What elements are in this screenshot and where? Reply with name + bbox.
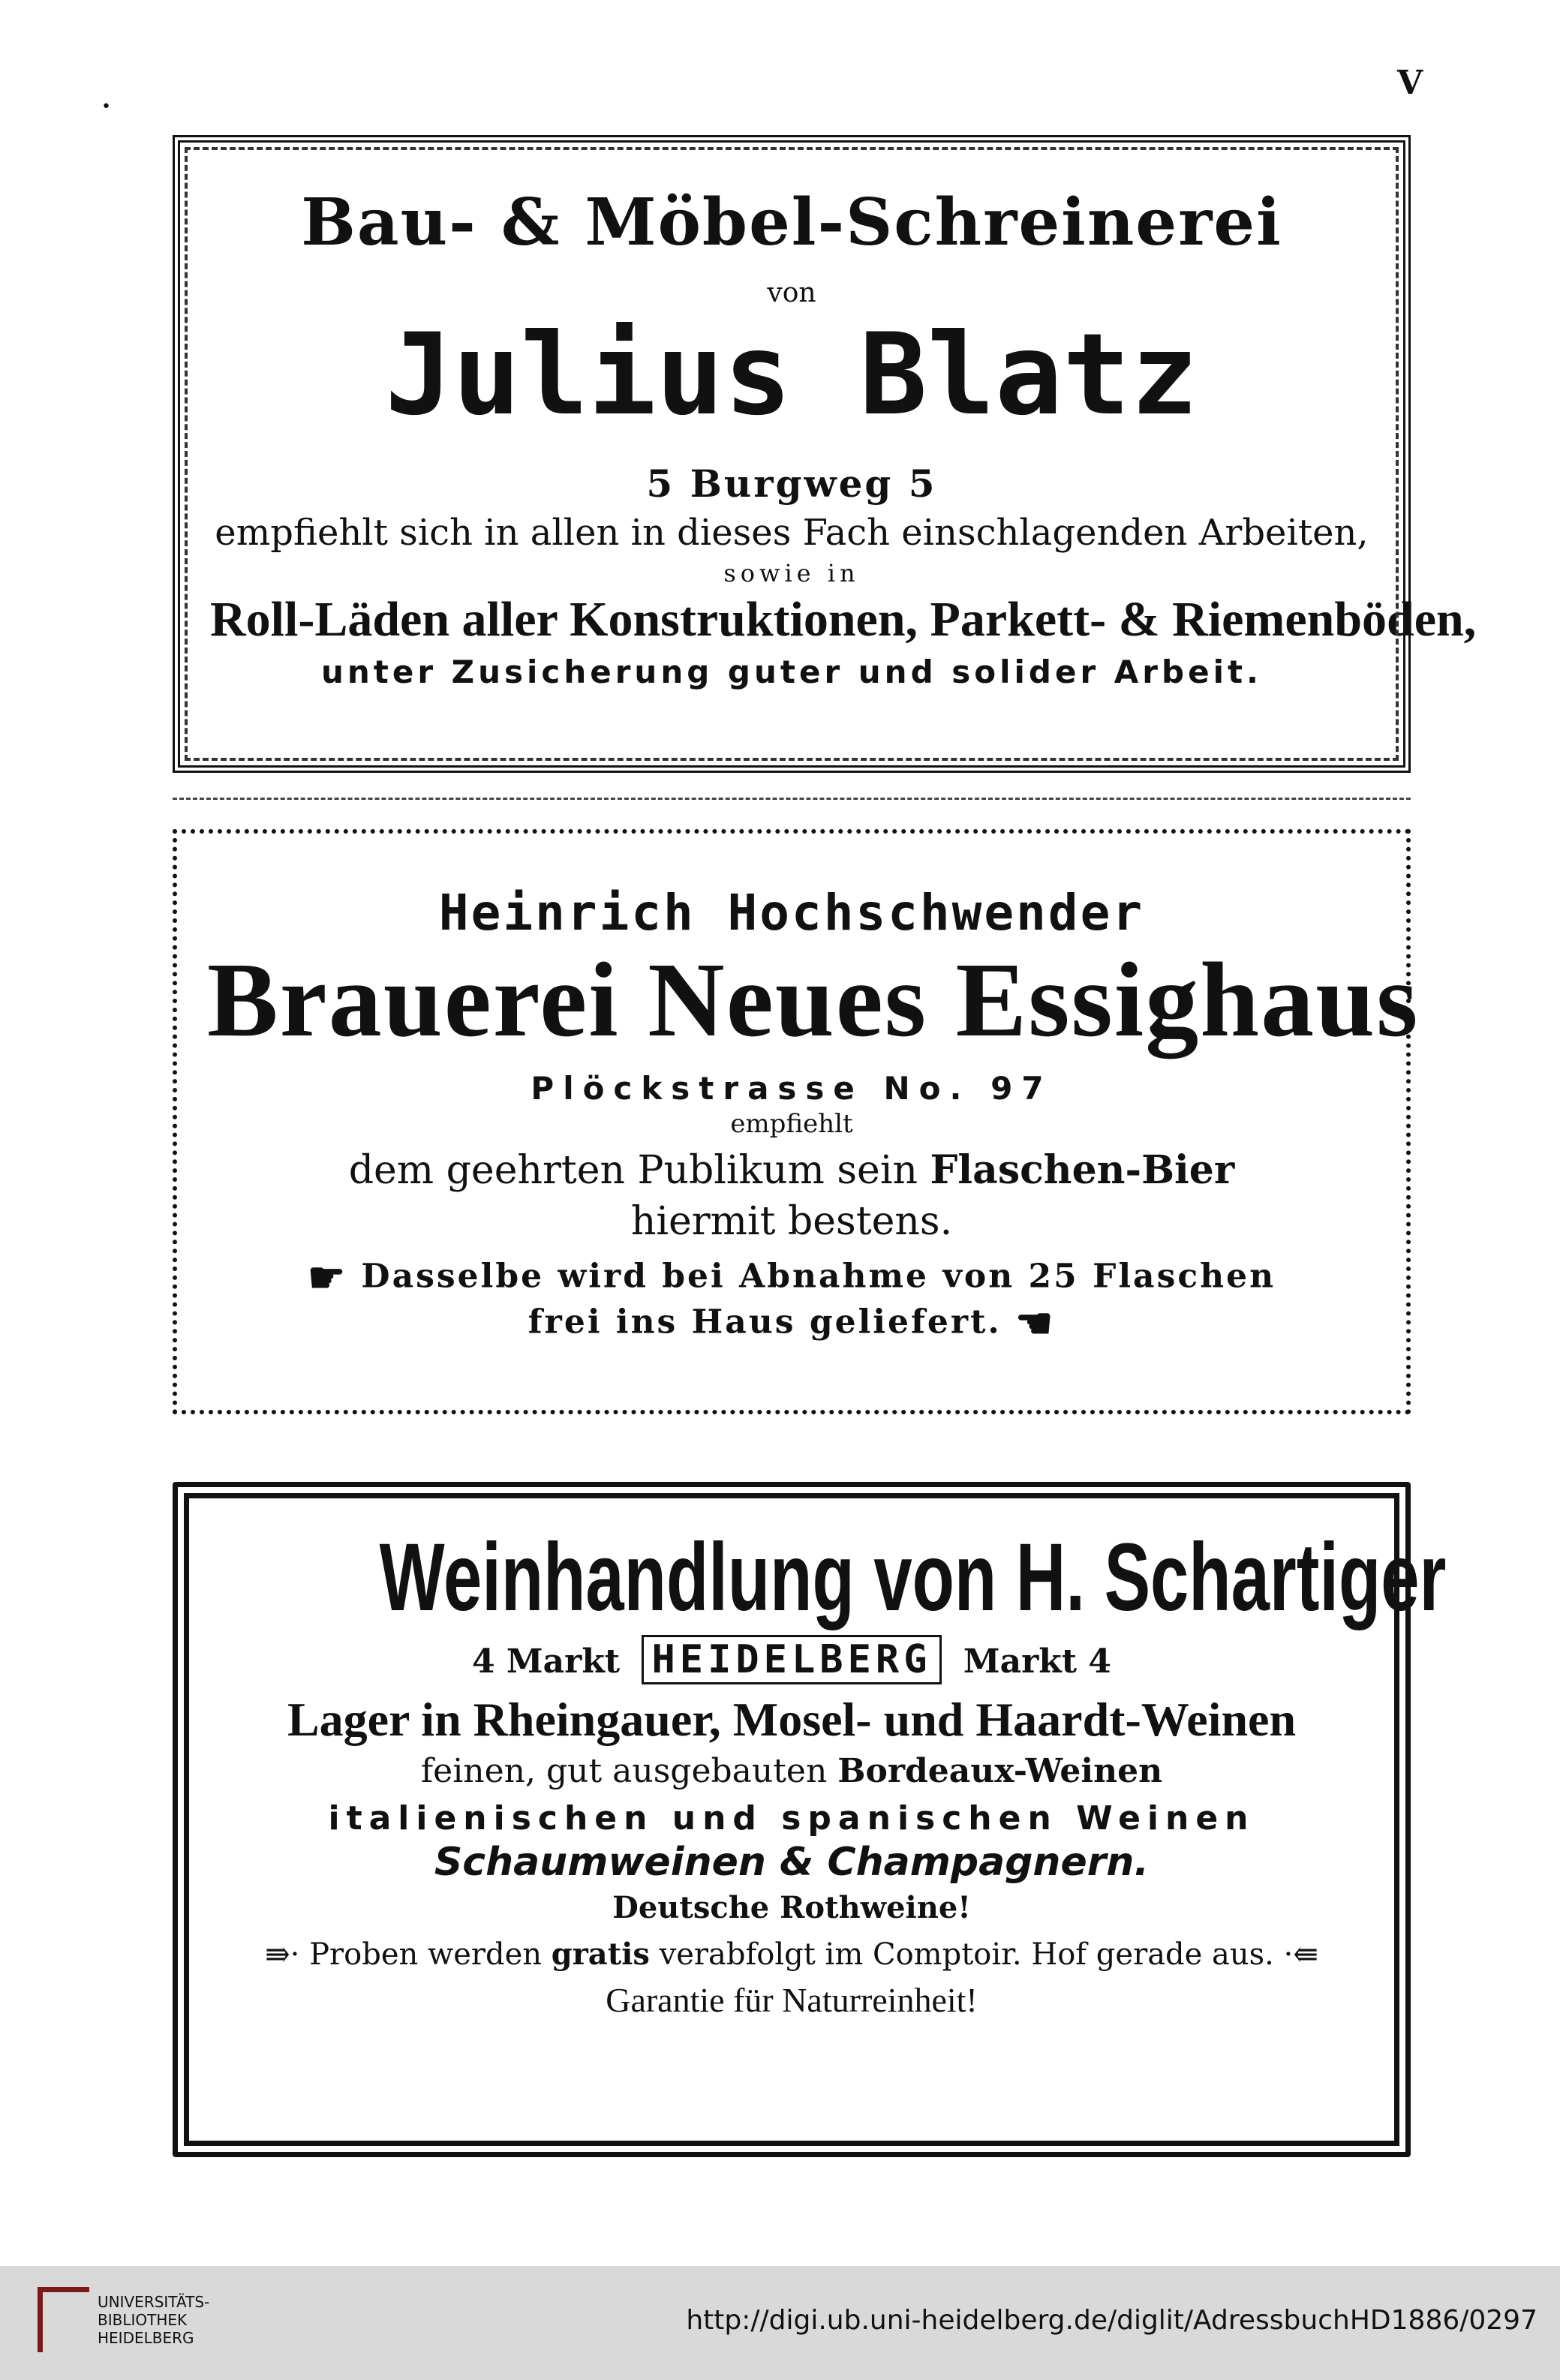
ad2-note2: frei ins Haus geliefert. — [528, 1303, 1002, 1342]
ad2-note-line2 — [207, 1301, 1376, 1348]
ad1-unter: unter Zusicherung guter und solider Arbeit. — [320, 653, 1262, 690]
logo-line3: HEIDELBERG — [98, 2329, 194, 2347]
pointing-hand-right-icon: ☛ — [307, 1252, 348, 1303]
ad2-owner: Heinrich Hochschwender — [438, 884, 1145, 942]
ad3-proben-line — [219, 1938, 1364, 1971]
ad1-von: von — [767, 277, 816, 308]
ad3-title: Weinhandlung von H. Schartiger — [379, 1524, 1447, 1631]
ad3-address-line — [219, 1636, 1364, 1682]
ad1-address: 5 Burgweg 5 — [646, 461, 937, 506]
ad1-empfiehlt: empfiehlt sich in allen in dieses Fach einschlagenden Arbeiten, — [215, 512, 1369, 554]
ornament-left-icon: ⇛· — [265, 1937, 300, 1973]
ad1-sowie: sowie in — [723, 558, 860, 587]
margin-marker: • — [101, 98, 111, 116]
ad3-feinen: feinen, gut ausgebauten — [420, 1752, 828, 1791]
ad2-note-line1 — [207, 1252, 1376, 1303]
ad2-publikum: dem geehrten Publikum sein — [348, 1148, 918, 1194]
ad-schreinerei — [173, 135, 1477, 773]
ad3-deutsche: Deutsche Rothweine! — [612, 1890, 971, 1926]
ad3-addr-left: 4 Markt — [471, 1642, 621, 1681]
ad-weinhandlung — [173, 1482, 1447, 2157]
logo-line1: UNIVERSITÄTS- — [98, 2293, 210, 2311]
ad1-roll: Roll-Läden aller Konstruktionen, Parkett- & Riemenböden, — [210, 592, 1477, 648]
logo-line2: BIBLIOTHEK — [98, 2311, 188, 2329]
ad3-proben-b: verabfolgt im Comptoir. Hof gerade aus. — [659, 1937, 1274, 1973]
ad3-lager: Lager in Rheingauer, Mosel- und Haardt-Weinen — [287, 1692, 1297, 1746]
ad3-city: HEIDELBERG — [642, 1635, 941, 1684]
ad2-publikum-line — [207, 1149, 1376, 1192]
ad3-feinen-line — [219, 1753, 1364, 1790]
ad3-addr-right: Markt 4 — [963, 1642, 1111, 1681]
ad3-garantie: Garantie für Naturreinheit! — [606, 1981, 978, 2020]
ad2-brewery: Brauerei Neues Essighaus — [207, 939, 1420, 1059]
ad2-hiermit: hiermit bestens. — [630, 1198, 953, 1244]
ad1-title: Bau- & Möbel-Schreinerei — [301, 185, 1282, 260]
ad3-schaum: Schaumweinen & Champagnern. — [434, 1840, 1150, 1886]
library-logo-text — [98, 2293, 209, 2347]
ad2-note1: Dasselbe wird bei Abnahme von 25 Flaschen — [361, 1257, 1276, 1296]
ad3-gratis: gratis — [551, 1937, 650, 1973]
footer-bar — [0, 2266, 1560, 2380]
ad3-bordeaux: Bordeaux-Weinen — [837, 1752, 1163, 1791]
divider — [173, 798, 1411, 800]
source-url[interactable]: http://digi.ub.uni-heidelberg.de/diglit/AdressbuchHD1886/0297 — [686, 2305, 1537, 2336]
ad2-empfiehlt: empfiehlt — [730, 1108, 853, 1139]
ornament-right-icon: ·⇚ — [1283, 1937, 1318, 1973]
page-number: V — [1397, 64, 1423, 102]
pointing-hand-left-icon: ☚ — [1015, 1299, 1056, 1349]
ad-brauerei — [173, 829, 1420, 1414]
ad3-italien: italienischen und spanischen Weinen — [328, 1799, 1255, 1838]
ad2-bier: Flaschen-Bier — [930, 1147, 1235, 1194]
ad1-name: Julius Blatz — [385, 310, 1198, 441]
library-logo-icon — [38, 2287, 89, 2352]
ad2-address: Plöckstrasse No. 97 — [531, 1069, 1053, 1107]
ad3-proben-a: Proben werden — [309, 1937, 543, 1973]
